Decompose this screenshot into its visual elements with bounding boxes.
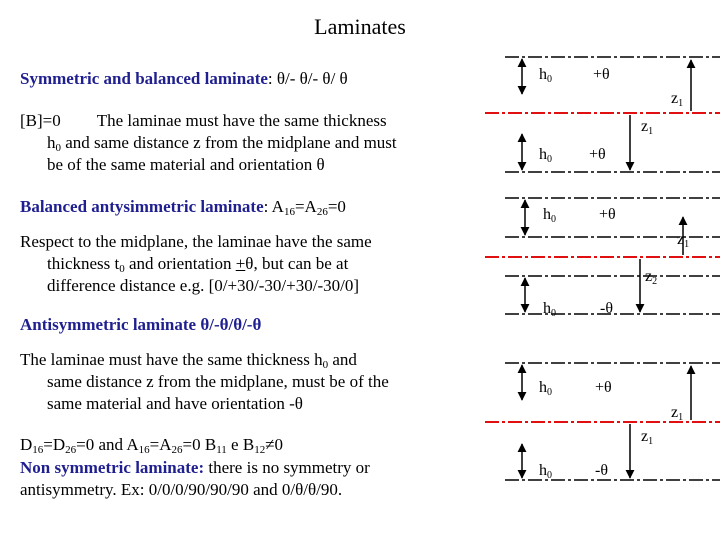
t: h (539, 146, 547, 163)
z-label (641, 118, 653, 136)
symmetric-sequence: : θ/- θ/- θ/ θ (267, 69, 348, 88)
t: z (671, 404, 679, 421)
sub: 1 (678, 98, 684, 109)
t: : A (263, 197, 284, 216)
t: ≠0 (265, 435, 284, 454)
sub: 26 (171, 444, 183, 456)
orientation-label: +θ (599, 206, 616, 223)
symmetric-text-2: h (47, 133, 56, 152)
respect-line-1: Respect to the midplane, the laminae have the same (20, 232, 372, 251)
symmetric-text-2-rest: and same distance z from the midplane and must (61, 133, 397, 152)
plus-minus: + (235, 254, 246, 273)
t: h (543, 206, 551, 223)
t: =0 B (182, 435, 217, 454)
t: h (539, 66, 547, 83)
laminate-diagram (485, 0, 720, 540)
sub: 0 (55, 142, 61, 154)
t: =A (294, 197, 317, 216)
antisymmetric-description (20, 349, 456, 415)
sub: 0 (547, 470, 552, 481)
z-label (677, 231, 689, 249)
nonsymmetric-heading: Non symmetric laminate: (20, 458, 205, 477)
page-title: Laminates (314, 14, 406, 39)
respect-paragraph (20, 231, 456, 297)
sub: 1 (684, 239, 690, 250)
z-label (641, 428, 653, 446)
sub: 0 (547, 154, 552, 165)
sub: 0 (119, 263, 125, 275)
sub: 16 (138, 444, 150, 456)
respect-line-3: difference distance e.g. [0/+30/-30/+30/-30/0] (47, 276, 360, 295)
t: h (543, 300, 551, 317)
sub: 0 (547, 74, 552, 85)
t: and orientation (124, 254, 236, 273)
t: z (641, 118, 649, 135)
symmetric-line (20, 68, 348, 90)
antisymmetric-heading: Antisymmetric laminate (20, 315, 201, 334)
b-zero: [B]=0 (20, 111, 61, 130)
sub: 11 (216, 444, 227, 456)
t: h (539, 379, 547, 396)
t: z (641, 428, 649, 445)
z-label (671, 90, 683, 108)
anti-line-2: same distance z from the midplane, must be of the (47, 372, 389, 391)
sub: 0 (322, 359, 329, 371)
anti-line-3: same material and have orientation -θ (47, 394, 303, 413)
nonsymmetric-paragraph (20, 457, 460, 501)
balanced-line (20, 196, 346, 218)
sub: 12 (254, 444, 266, 456)
t: e B (226, 435, 255, 454)
sub: 1 (678, 412, 684, 423)
sub: 0 (551, 214, 556, 225)
sub: 2 (652, 276, 658, 287)
sub: 1 (648, 126, 654, 137)
t: =0 (327, 197, 346, 216)
t: θ, but can be at (245, 254, 349, 273)
t: h (539, 462, 547, 479)
sub: 26 (65, 444, 77, 456)
balanced-heading: Balanced antysimmetric laminate (20, 197, 264, 216)
thickness-label (543, 206, 556, 224)
t: =0 and A (76, 435, 139, 454)
t: z (677, 231, 685, 248)
orientation-label: +θ (593, 66, 610, 83)
antisymmetric-line (20, 314, 261, 336)
t: The laminae must have the same thickness h (20, 350, 323, 369)
nonsymmetric-example: antisymmetry. Ex: 0/0/0/90/90/90 and 0/θ/θ/90. (20, 480, 343, 499)
antisymmetric-sequence: θ/-θ/θ/-θ (200, 315, 262, 334)
sub: 16 (32, 444, 44, 456)
orientation-label: -θ (595, 462, 608, 479)
symmetric-description (20, 110, 460, 176)
z-label (645, 268, 657, 286)
t: and (328, 350, 357, 369)
sub: 1 (648, 436, 654, 447)
t: =D (43, 435, 66, 454)
t: z (671, 90, 679, 107)
sub: 0 (547, 387, 552, 398)
symmetric-text-1: The laminae must have the same thickness (96, 111, 387, 130)
symmetric-heading: Symmetric and balanced laminate (20, 69, 268, 88)
thickness-label (539, 146, 552, 164)
sub: 0 (551, 308, 556, 319)
symmetric-text-3: be of the same material and orientation θ (47, 155, 325, 174)
sub: 16 (283, 206, 295, 218)
stiffness-conditions (20, 434, 283, 456)
orientation-label: +θ (589, 146, 606, 163)
t: there is no symmetry or (204, 458, 370, 477)
t: thickness t (47, 254, 120, 273)
sub: 26 (316, 206, 328, 218)
t: D (20, 435, 33, 454)
t: =A (149, 435, 172, 454)
thickness-label (539, 66, 552, 84)
thickness-label (543, 300, 556, 318)
orientation-label: -θ (600, 300, 613, 317)
t: z (645, 268, 653, 285)
orientation-label: +θ (595, 379, 612, 396)
thickness-label (539, 379, 552, 397)
z-label (671, 404, 683, 422)
thickness-label (539, 462, 552, 480)
